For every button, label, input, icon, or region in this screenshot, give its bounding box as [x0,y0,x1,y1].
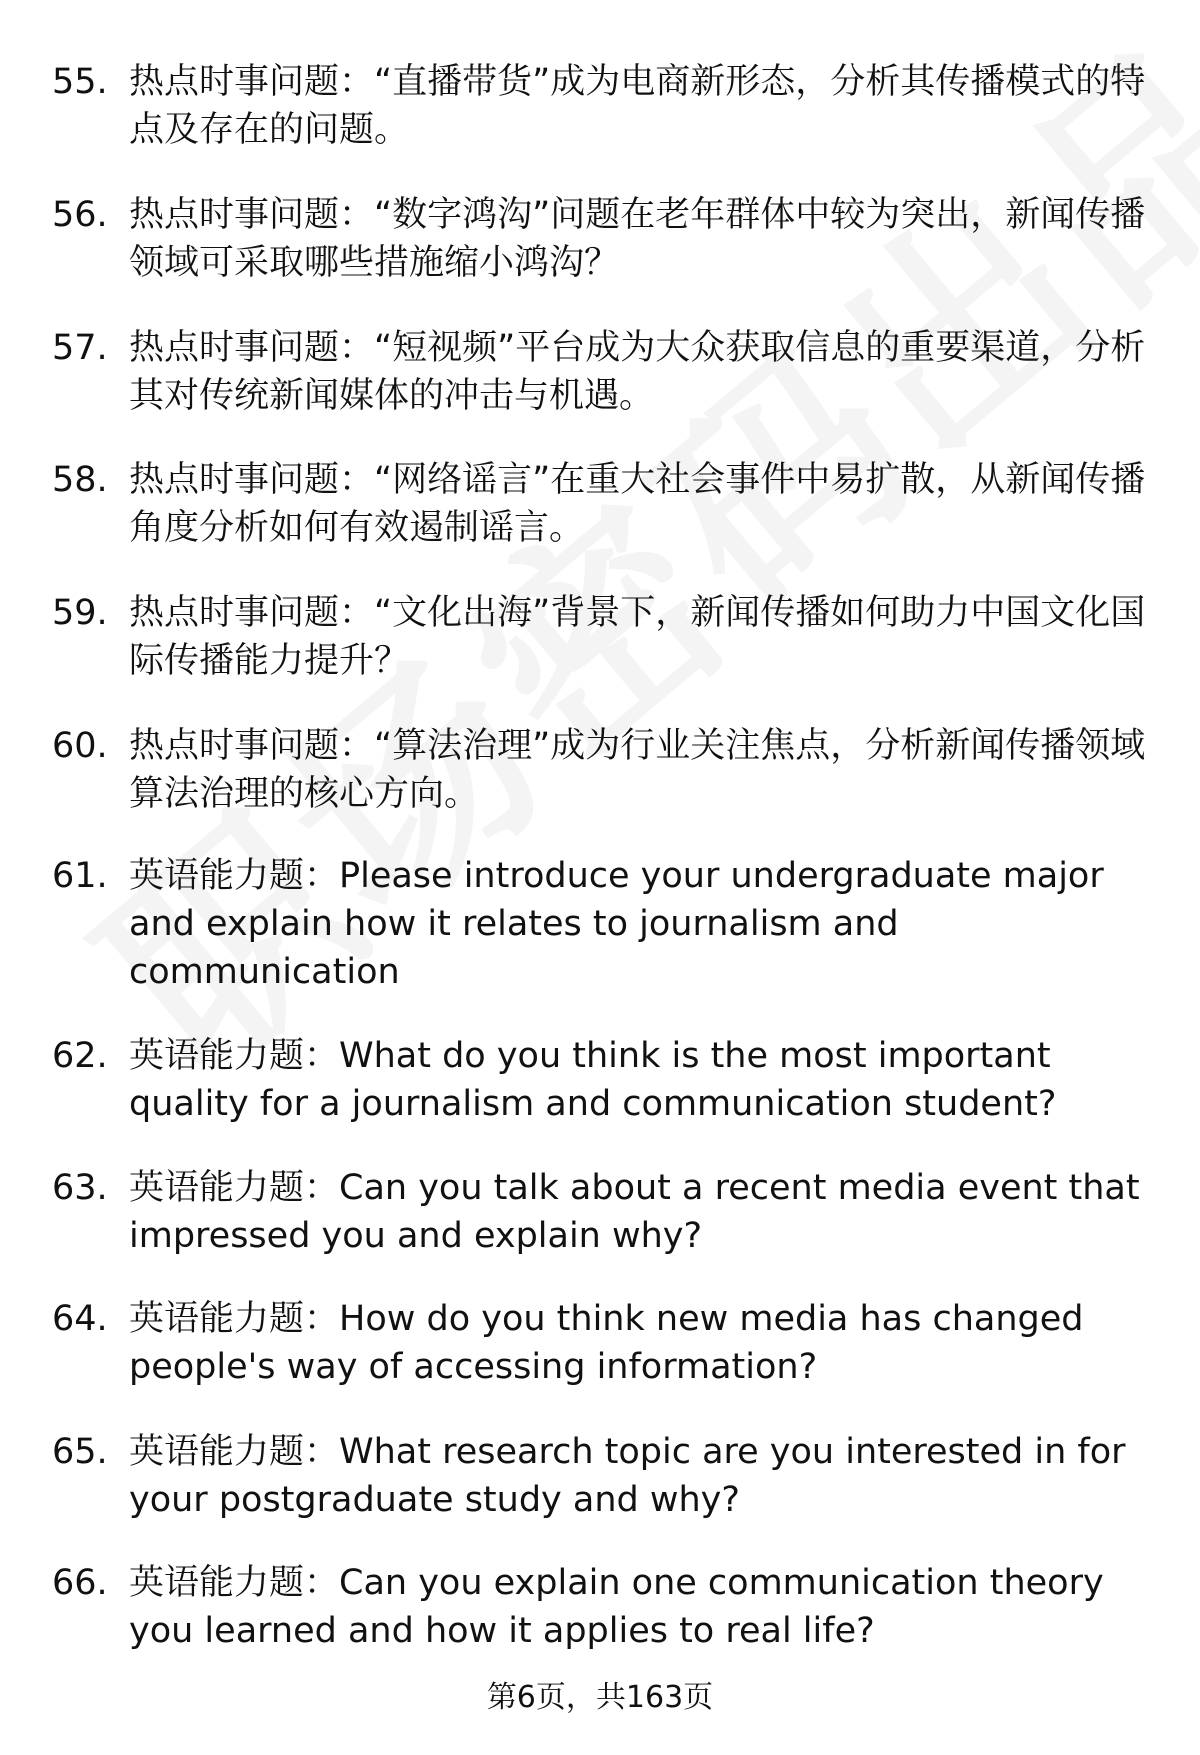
question-number: 65. [52,1432,108,1472]
question-number: 58. [52,460,108,500]
question-item-63 [52,1164,1152,1260]
question-number: 55. [52,62,108,102]
question-number: 59. [52,593,108,633]
question-item-57 [52,324,1152,420]
question-number: 57. [52,328,108,368]
question-item-59 [52,589,1152,685]
question-text: 热点时事问题：“直播带货”成为电商新形态，分析其传播模式的特点及存在的问题。 [129,62,1146,150]
question-number: 66. [52,1563,108,1603]
question-item-58 [52,456,1152,552]
question-number: 63. [52,1168,108,1208]
question-item-64 [52,1295,1152,1391]
page-footer: 第6页，共163页 [486,1680,714,1715]
question-text: 英语能力题：What do you think is the most important quality for a journalism and communication student? [129,1036,1057,1124]
question-item-61 [52,852,1152,996]
question-text: 热点时事问题：“算法治理”成为行业关注焦点，分析新闻传播领域算法治理的核心方向。 [129,726,1146,814]
question-text: 英语能力题：How do you think new media has changed people's way of accessing information? [129,1299,1084,1387]
question-text: 英语能力题：Can you talk about a recent media event that impressed you and explain why? [129,1168,1140,1256]
question-text: 热点时事问题：“数字鸿沟”问题在老年群体中较为突出，新闻传播领域可采取哪些措施缩小鸿沟？ [129,195,1146,283]
question-item-56 [52,191,1152,287]
question-item-60 [52,722,1152,818]
question-number: 62. [52,1036,108,1076]
question-text: 英语能力题：Please introduce your undergraduate major and explain how it relates to journalism and communication [129,856,1104,992]
question-item-62 [52,1032,1152,1128]
question-text: 热点时事问题：“文化出海”背景下，新闻传播如何助力中国文化国际传播能力提升？ [129,593,1146,681]
question-number: 60. [52,726,108,766]
question-text: 英语能力题：What research topic are you interested in for your postgraduate study and why? [129,1432,1126,1520]
question-item-55 [52,58,1152,154]
question-number: 64. [52,1299,108,1339]
question-text: 热点时事问题：“网络谣言”在重大社会事件中易扩散，从新闻传播角度分析如何有效遏制谣言。 [129,460,1146,548]
question-item-65 [52,1428,1152,1524]
question-item-66 [52,1559,1152,1655]
question-number: 61. [52,856,108,896]
question-number: 56. [52,195,108,235]
question-text: 英语能力题：Can you explain one communication theory you learned and how it applies to real life? [129,1563,1104,1651]
question-text: 热点时事问题：“短视频”平台成为大众获取信息的重要渠道，分析其对传统新闻媒体的冲击与机遇。 [129,328,1146,416]
